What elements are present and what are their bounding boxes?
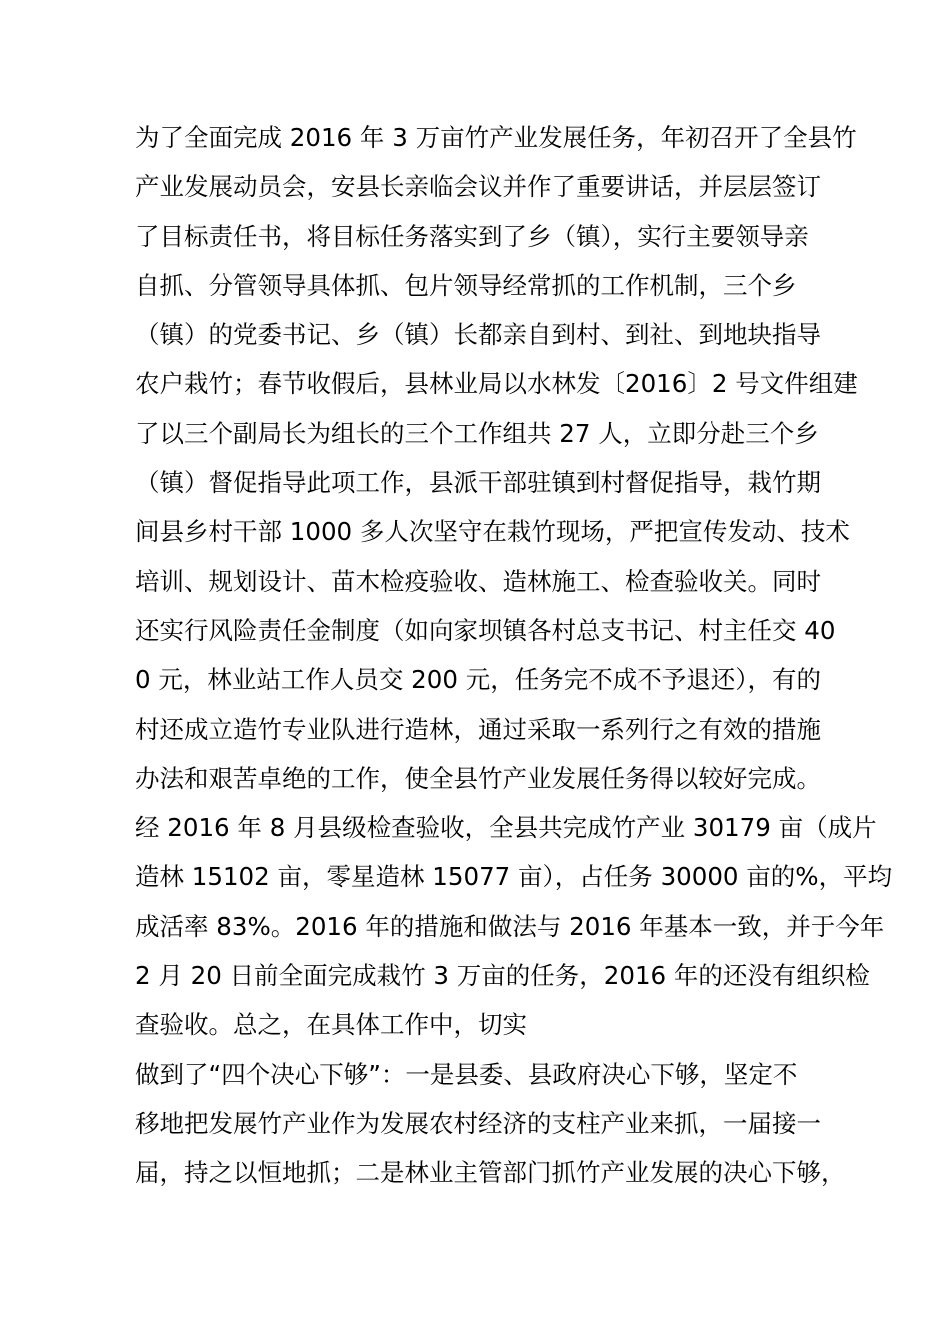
text-line: 农户栽竹；春节收假后，县林业局以水林发〔2016〕2 号文件组建 — [135, 369, 858, 399]
text-line: 培训、规划设计、苗木检疫验收、造林施工、检查验收关。同时 — [135, 566, 821, 596]
text-line: 届，持之以恒地抓；二是林业主管部门抓竹产业发展的决心下够， — [135, 1158, 846, 1188]
text-line: 产业发展动员会，安县长亲临会议并作了重要讲话，并层层签订 — [135, 172, 821, 202]
text-line: 做到了“四个决心下够”：一是县委、县政府决心下够，坚定不 — [135, 1059, 798, 1089]
text-line: 造林 15102 亩，零星造林 15077 亩），占任务 30000 亩的%，平均 — [135, 862, 893, 892]
body-text — [135, 113, 893, 1198]
text-line: 查验收。总之，在具体工作中，切实 — [135, 1010, 527, 1040]
text-line: （镇）的党委书记、乡（镇）长都亲自到村、到社、到地块指导 — [135, 320, 821, 350]
text-line: 成活率 83%。2016 年的措施和做法与 2016 年基本一致，并于今年 — [135, 911, 885, 941]
text-line: 间县乡村干部 1000 多人次坚守在栽竹现场，严把宣传发动、技术 — [135, 517, 850, 547]
text-line: 自抓、分管领导具体抓、包片领导经常抓的工作机制，三个乡 — [135, 270, 797, 300]
text-line: 为了全面完成 2016 年 3 万亩竹产业发展任务，年初召开了全县竹 — [135, 123, 857, 152]
text-line: 0 元，林业站工作人员交 200 元，任务完不成不予退还），有的 — [135, 665, 821, 695]
text-line: 2 月 20 日前全面完成栽竹 3 万亩的任务，2016 年的还没有组织检 — [135, 961, 870, 991]
text-line: 移地把发展竹产业作为发展农村经济的支柱产业来抓，一届接一 — [135, 1108, 821, 1138]
text-line: 了以三个副局长为组长的三个工作组共 27 人，立即分赴三个乡 — [135, 418, 819, 448]
text-line: 办法和艰苦卓绝的工作，使全县竹产业发展任务得以较好完成。 — [135, 763, 821, 793]
text-line: 经 2016 年 8 月县级检查验收，全县共完成竹产业 30179 亩（成片 — [135, 813, 877, 843]
text-line: 村还成立造竹专业队进行造林，通过采取一系列行之有效的措施 — [135, 714, 821, 744]
text-line: 了目标责任书，将目标任务落实到了乡（镇），实行主要领导亲 — [135, 221, 809, 251]
text-line: （镇）督促指导此项工作，县派干部驻镇到村督促指导，栽竹期 — [135, 468, 821, 498]
text-line: 还实行风险责任金制度（如向家坝镇各村总支书记、村主任交 40 — [135, 615, 836, 645]
